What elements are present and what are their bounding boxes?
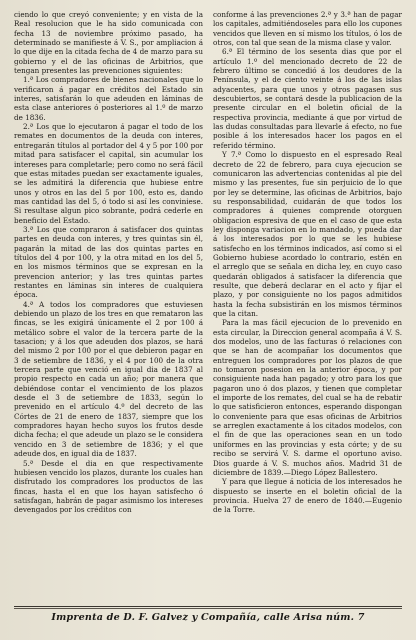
left-column-paragraph: ciendo lo que creyó conveniente; y en vista de la Real resolucion que le ha sido comunicada con fecha 13 de noviembre próximo pasado, ha determinado se manifieste á V. S., por ampliacion á lo que dije en la citada fecha de 4 de marzo para su gobierno y el de las oficinas de Arbitrios, que tengan presentes las prevenciones siguientes:	[14, 10, 203, 76]
text-columns	[14, 10, 402, 602]
right-column-paragraph: Para la mas fácil ejecucion de lo prevenido en esta circular, la Direccion general acompaña á V. S. dos modelos, uno de las facturas ó relaciones con que se han de acompañar los documentos que entreguen los compradores por los plazos de que no tomaron posesion en la anterior época, y por consiguiente nada han pagado; y otro para los que pagaron uno ó dos plazos, y tienen que completar el importe de los remates, del cual se ha de rebatir lo que satisficieron entonces, esperando dispongan lo conveniente para que esas oficinas de Arbitrios se arreglen exactamente á los citados modelos, con el fin de que las operaciones sean en un todo uniformes en las provincias y esta córte; y de su recibo se servirá V. S. darme el oportuno aviso. Dios guarde á V. S. muchos años. Madrid 31 de diciembre de 1839.—Diego López Ballestero.	[213, 318, 402, 477]
right-column	[213, 10, 402, 602]
right-column-paragraph: Y 7.ª Como lo dispuesto en el espresado Real decreto de 22 de febrero, para cuya ejecucion se comunicaron las advertencias contenidas al pie del mismo y las presentes, fue sin perjuicio de lo que por ley se determine, las oficinas de Arbitrios, bajo su responsabilidad, cuidarán de que todos los compradores á quienes comprende otorguen obligacion espresiva de que en el caso de que esta ley disponga variacion en lo mandado, y pueda dar á los interesados por lo que se les hubiese satisfecho en los términos indicados, así como si el Gobierno hubiese acordado lo contrario, estén en el arreglo que se señala en dicha ley, en cuyo caso quedarán obligados á satisfacer la diferencia que resulte, que deberá declarar en el acto y fijar el plazo, y por consiguiente no los pagos admitidos hasta la fecha subsistirán en los mismos términos que la citan.	[213, 150, 402, 318]
right-column-paragraph: conforme á las prevenciones 2.ª y 3.ª han de pagar los capitales, admitiéndoseles para ello los cupones vencidos que lleven en sí mismo los títulos, ó los de otros, con tal que sean de la misma clase y valor.	[213, 10, 402, 48]
right-column-paragraph: Y para que llegue á noticia de los interesados he dispuesto se inserte en el boletin oficial de la provincia. Huelva 27 de enero de 1840.—Eugenio de la Torre.	[213, 477, 402, 515]
left-column-paragraph: 3.ª Los que compraron á satisfacer dos quintas partes en deuda con interes, y tres quintas sin él, pagarán la mitad de las dos quintas partes en títulos del 4 por 100, y la otra mitad en los del 5, en los mismos términos que se expresan en la prevencion anterior; y las tres quintas partes restantes en láminas sin interes de cualquiera época.	[14, 224, 203, 300]
footer-rule	[14, 606, 402, 607]
left-column-paragraph: 1.ª Los compradores de bienes nacionales que lo verificaron á pagar en créditos del Estado sin interes, satisfarán lo que adeuden en láminas de esta clase anteriores ó posteriores al 1.º de marzo de 1836.	[14, 75, 203, 122]
left-column	[14, 10, 203, 602]
left-column-paragraph: 2.ª Los que lo ejecutaron á pagar el todo de los remates en documentos de la deuda con interes, entregarán títulos al portador del 4 y 5 por 100 por mitad para satisfacer el capital, sin acumular los intereses para completarle; pero como no será fácil que estas mitades puedan ser exactamente iguales, se les admitirá la diferencia que hubiese entre unos y otros en las del 5 por 100, esto es, dando mas cantidad las del 5, ó todo si así les conviniese. Si resultase algun pico sobrante, podrá cederle en beneficio del Estado.	[14, 122, 203, 225]
footer-rule-thin	[14, 608, 402, 609]
printer-imprint: Imprenta de D. F. Galvez y Compañía, calle Arisa núm. 7	[51, 612, 365, 623]
right-column-paragraph: 6.ª El término de los sesenta dias que por el artículo 1.º del mencionado decreto de 22 de febrero último se concedió á los deudores de la Península, y el de ciento veinte á los de las islas adyacentes, para que unos y otros pagasen sus descubiertos, se contará desde la publicacion de la presente circular en el boletin oficial de la respectiva provincia, mediante á que por virtud de las dudas consultadas para llevarle á efecto, no fue posible á los interesados hacer los pagos en el referido término.	[213, 47, 402, 150]
left-column-paragraph: 4.ª A todos los compradores que estuviesen debiendo un plazo de los tres en que remataron las fincas, se les exigirá únicamente el 2 por 100 á metálico sobre el valor de la tercera parte de la tasacion; y á los que adeuden dos plazos, se hará del mismo 2 por 100 por el que debieron pagar en 3 de setiembre de 1836, y el 4 por 100 de la otra tercera parte que venció en igual dia de 1837 al propio respecto en cada un año; por manera que debiéndose contar el vencimiento de los plazos desde el 3 de setiembre de 1833, según lo prevenido en el artículo 4.º del decreto de las Córtes de 21 de enero de 1837, siempre que los compradores hayan hecho suyos los frutos desde dicha fecha; el que adeude un plazo se le considera vencido en 3 de setiembre de 1836; y el que adeude dos, en igual dia de 1837.	[14, 299, 203, 459]
left-column-paragraph: 5.ª Desde el dia en que respectivamente hubiesen vencido los plazos, durante los cuales han disfrutado los compradores los productos de las fincas, hasta el en que los hayan satisfecho ó satisfagan, habrán de pagar asimismo los intereses devengados por los créditos con	[14, 458, 203, 515]
